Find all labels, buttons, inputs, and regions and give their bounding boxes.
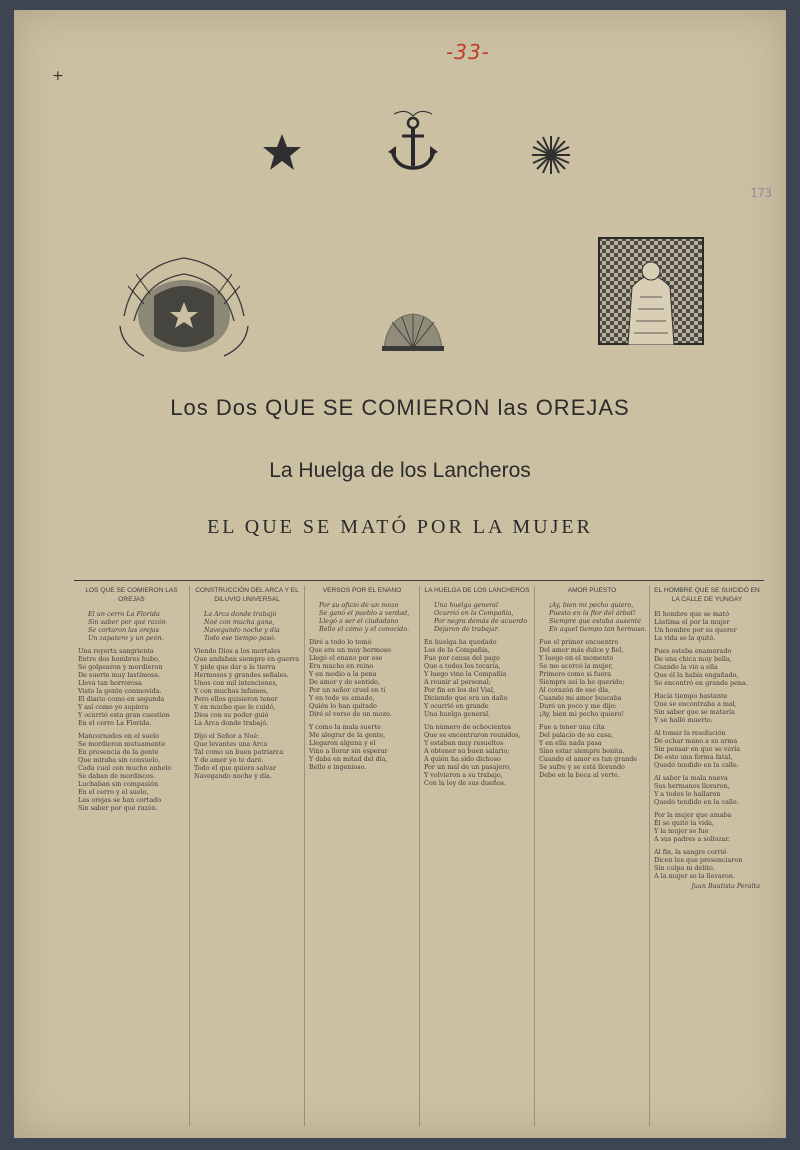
verse-line: Y así como yo supiera xyxy=(78,703,149,711)
epigraph xyxy=(424,601,530,633)
verse-body xyxy=(194,647,300,780)
epigraph-line: El un cerro La Florida xyxy=(88,610,160,618)
verse-line: A obtener su buen salario; xyxy=(424,747,510,755)
verse-line: Se me acercó la mujer, xyxy=(539,662,613,670)
verse-line: Quedó tendido en la calle. xyxy=(654,798,739,806)
verse-line: Lleva tan horrorosa xyxy=(78,679,142,687)
verse-line: En el cerro y el suelo, xyxy=(78,788,149,796)
verse-line: Un hombre por su querer xyxy=(654,626,737,634)
column-divider-rule xyxy=(74,580,764,581)
verse-line: Duró un poco y me dijo: xyxy=(539,702,617,710)
epigraph xyxy=(309,601,415,633)
verse-line: En huelga ha quedado xyxy=(424,638,497,646)
verse-line: De una chica muy bella, xyxy=(654,655,732,663)
main-title: Los Dos QUE SE COMIERON las OREJAS xyxy=(170,395,630,420)
verse-line: Pero ellos quisieron tener xyxy=(194,695,278,703)
poem-column xyxy=(419,586,534,1126)
verse-line: Fue a tener una cita xyxy=(539,723,605,731)
verse-line: Se mordieron mutuamente xyxy=(78,740,166,748)
verse-line: Cuando mi amor buscaba xyxy=(539,694,622,702)
verse-line: Hacía tiempo bastante xyxy=(654,692,728,700)
verse-line: Cuando el amor es tan grande xyxy=(539,755,638,763)
column-heading: CONSTRUCCIÓN DEL ARCA Y EL DILUVIO UNIVERSAL xyxy=(195,587,299,603)
star-icon xyxy=(262,132,302,172)
third-title: EL QUE SE MATÓ POR LA MUJER xyxy=(207,516,593,538)
verse-line: Que él la había engañado, xyxy=(654,671,739,679)
verse-line: Mancornados en el suelo xyxy=(78,732,159,740)
poem-column xyxy=(534,586,649,1126)
verse-line: Sin culpa ni delito. xyxy=(654,864,715,872)
scene-illustration xyxy=(598,237,704,345)
verse-line: La Arca donde trabajó. xyxy=(194,719,269,727)
verse-line: Siempre así la he querido; xyxy=(539,678,625,686)
verse-line: Entre dos hombres hubo, xyxy=(78,655,160,663)
verse-line: Y en medio a la pena xyxy=(309,670,377,678)
verse-line: Del palacio de su casa, xyxy=(539,731,614,739)
epigraph xyxy=(194,610,300,642)
column-heading: AMOR PUESTO xyxy=(567,587,617,594)
epigraph-line: Por negra demás de acuerdo xyxy=(434,617,528,625)
verse-line: Del amor más dulce y fiel, xyxy=(539,646,624,654)
verse-line: Viendo Dios a los mortales xyxy=(194,647,281,655)
epigraph-line: Se cortaron las orejas xyxy=(88,626,160,634)
verse-line: Y a todos lo hallaron xyxy=(654,790,721,798)
epigraph-line: La Arca donde trabajó xyxy=(204,610,277,618)
verse-line: Sin saber por qué razón. xyxy=(78,804,158,812)
page-number: -33- xyxy=(446,40,490,64)
verse-line: La vida se la quitó. xyxy=(654,634,716,642)
verse-line: Tal como un buen patriarca xyxy=(194,748,284,756)
verse-line: Y en ella nada pasa xyxy=(539,739,602,747)
epigraph-line: ¡Ay, bien mi pecho quiero, xyxy=(549,601,634,609)
verse-line: De suerte muy lastimosa. xyxy=(78,671,161,679)
verse-line: Que era un muy hermoso xyxy=(309,646,391,654)
verse-line: Y la mujer se fue xyxy=(654,827,709,835)
verse-body xyxy=(424,638,530,787)
column-heading: EL HOMBRE QUE SE SUICIDÓ EN LA CALLE DE YUNGAY xyxy=(654,587,760,603)
verse-line: Y luego vino la Compañía xyxy=(424,670,507,678)
verse-line: Los de la Compañía, xyxy=(424,646,490,654)
epigraph-line: Siempre que estaba ausente xyxy=(549,617,642,625)
verse-line: Luchaban sin compasión xyxy=(78,780,159,788)
verse-line: Y se halló muerto. xyxy=(654,716,713,724)
verse-line: A quién ha sido dichoso xyxy=(424,755,501,763)
epigraph-line: Dejaron de trabajar. xyxy=(434,625,500,633)
epigraph-line: Todo ese tiempo pasó. xyxy=(204,634,276,642)
verse-line: Y estaban muy resueltos xyxy=(424,739,504,747)
verse-line: Por un señor cruel en ti xyxy=(309,686,386,694)
verse-line: Unos con mil intenciones, xyxy=(194,679,278,687)
verse-line: Se daban de mordiscos. xyxy=(78,772,156,780)
verse-line: De echar mano a su arma xyxy=(654,737,738,745)
verse-line: Las orejas se han cortado xyxy=(78,796,162,804)
broadside-sheet xyxy=(14,10,786,1138)
verse-line: Dicen los que presenciaron xyxy=(654,856,743,864)
epigraph xyxy=(78,610,185,642)
verse-line: Al corazón de ese día, xyxy=(539,686,611,694)
epigraph-line: En aquel tiempo tan hermoso. xyxy=(549,625,647,633)
epigraph-line: Por su oficio de un mozo xyxy=(319,601,399,609)
verse-body xyxy=(78,647,185,812)
verse-line: Y volvieron a su trabajo, xyxy=(424,771,503,779)
verse-line: Y como la mala suerte xyxy=(309,723,381,731)
verse-line: Por un mal de un pasajero, xyxy=(424,763,512,771)
verse-line: ¡Ay, bien mi pecho quiero! xyxy=(539,710,624,718)
verse-line: En el cerro La Florida. xyxy=(78,719,152,727)
verse-line: Debe en la boca al verte. xyxy=(539,771,620,779)
verse-line: Al saber la mala nueva xyxy=(654,774,728,782)
verse-line: A sus padres a sollozar. xyxy=(654,835,730,843)
verse-line: Al fin, la sangre corrió xyxy=(654,848,727,856)
verse-line: Una reyerta sangrienta xyxy=(78,647,154,655)
epigraph-line: Se ganó el pueblo a verdad, xyxy=(319,609,410,617)
verse-line: Bello e ingenioso. xyxy=(309,763,367,771)
verse-line: Se encontró en grande pena. xyxy=(654,679,748,687)
verse-line: Y luego en el momento xyxy=(539,654,614,662)
verse-line: Que se encontraba a mal, xyxy=(654,700,737,708)
verse-line: Quién lo han quitado xyxy=(309,702,377,710)
verse-line: Diré el verso de un mozo. xyxy=(309,710,392,718)
verse-line: Y con muchas infames, xyxy=(194,687,269,695)
sunburst-icon xyxy=(530,134,572,176)
verse-line: Y daba en mitad del día, xyxy=(309,755,388,763)
verse-line: Y en todo su amado, xyxy=(309,694,375,702)
epigraph-line: Noé con mucha gana, xyxy=(204,618,275,626)
verse-line: Con la ley de sus dueños. xyxy=(424,779,507,787)
verse-line: Que a todos los tocaría, xyxy=(424,662,501,670)
verse-line: Quedó tendido en la calle. xyxy=(654,761,739,769)
poem-column xyxy=(649,586,764,1126)
verse-line: Y en mucho que le cuidó, xyxy=(194,703,276,711)
verse-body xyxy=(539,638,645,779)
epigraph-line: Bello el cómo y el conocido. xyxy=(319,625,410,633)
verse-line: El hombre que se mató xyxy=(654,610,730,618)
verse-line: El diario como en segunda xyxy=(78,695,165,703)
verse-line: Por la mujer que amaba xyxy=(654,811,732,819)
poem-column xyxy=(74,586,189,1126)
verse-line: Fue por causa del pago xyxy=(424,654,500,662)
verse-line: De amor y de sentido, xyxy=(309,678,381,686)
verse-line: Sus hermanos lloraron, xyxy=(654,782,730,790)
column-heading: VERSOS POR EL ENANO xyxy=(322,587,402,594)
column-heading: LOS QUE SE COMIERON LAS OREJAS xyxy=(85,587,178,603)
epigraph xyxy=(539,601,645,633)
verse-line: A reunir al personal; xyxy=(424,678,491,686)
verse-line: Llegó el enano por ese xyxy=(309,654,383,662)
verse-line: De esto una forma fatal, xyxy=(654,753,733,761)
verse-line: A la mujer se la llevaron. xyxy=(654,872,735,880)
poem-column xyxy=(189,586,304,1126)
verse-line: Y ocurrió en grande xyxy=(424,702,489,710)
epigraph-line: Navegando noche y día xyxy=(204,626,280,634)
verse-line: Diciendo que era un daño xyxy=(424,694,508,702)
column-heading: LA HUELGA DE LOS LANCHEROS xyxy=(424,587,530,594)
epigraph-line: Ocurrió en la Compañía, xyxy=(434,609,514,617)
verse-line: Al tomar la resolución xyxy=(654,729,726,737)
epigraph-line: Llegó a ser el ciudadano xyxy=(319,617,399,625)
coat-of-arms-illustration xyxy=(114,246,254,366)
verse-line: Dijo el Señor a Noé: xyxy=(194,732,260,740)
folio-number: 173 xyxy=(750,186,772,200)
verse-line: Cada cual con mucho anhelo xyxy=(78,764,172,772)
cross-mark-icon: + xyxy=(52,68,64,84)
poem-columns xyxy=(74,586,764,1126)
verse-line: Visto la gente conmovida. xyxy=(78,687,162,695)
verse-body xyxy=(309,638,415,771)
verse-line: En presencia de la gente xyxy=(78,748,159,756)
verse-line: Hermosos y grandes señales. xyxy=(194,671,289,679)
verse-line: Que andaban siempre en guerra xyxy=(194,655,300,663)
verse-line: Y ocurrió esta gran cuestión xyxy=(78,711,170,719)
author-signature: Juan Bautista Peralta xyxy=(691,882,760,890)
verse-line: Sin pensar en que se vería xyxy=(654,745,741,753)
verse-line: Fue el primer encuentro xyxy=(539,638,619,646)
verse-line: Y pide que dar a la tierra xyxy=(194,663,276,671)
shell-ornament-icon xyxy=(380,310,446,354)
epigraph-line: Una huelga general xyxy=(434,601,499,609)
verse-line: Él se quitó la vida, xyxy=(654,819,715,827)
verse-line: Sin saber que se mataría xyxy=(654,708,735,716)
epigraph-line: Sin saber por qué razón xyxy=(88,618,166,626)
verse-line: Me alegrar de la gente, xyxy=(309,731,386,739)
poem-column xyxy=(304,586,419,1126)
verse-line: Sino estar siempre bonita. xyxy=(539,747,625,755)
anchor-icon xyxy=(386,106,440,176)
verse-line: Cuando la vio a ella xyxy=(654,663,718,671)
verse-line: Primero como si fuera xyxy=(539,670,612,678)
verse-line: Que se encontraron reunidos, xyxy=(424,731,521,739)
verse-line: Diré a todo lo tomó xyxy=(309,638,372,646)
verse-line: Era mucho en reino xyxy=(309,662,374,670)
verse-line: Una huelga general. xyxy=(424,710,491,718)
verse-line: Pues estaba enamorado xyxy=(654,647,732,655)
verse-line: Un número de ochocientos xyxy=(424,723,512,731)
verse-line: Que levantes una Arca xyxy=(194,740,268,748)
verse-line: Dios con su poder guió xyxy=(194,711,269,719)
epigraph-line: Puesto en la flor del árbol! xyxy=(549,609,636,617)
verse-line: Todo el que quiera salvar xyxy=(194,764,276,772)
second-title: La Huelga de los Lancheros xyxy=(269,459,531,482)
verse-line: Y de amor yo te daré. xyxy=(194,756,264,764)
verse-line: Por fin en los del Vial, xyxy=(424,686,495,694)
verse-line: Navegando noche y día. xyxy=(194,772,272,780)
verse-line: Se sufre y se está llorando xyxy=(539,763,625,771)
verse-line: Llegaron alguna y el xyxy=(309,739,376,747)
epigraph-line: Un zapatero y un peón. xyxy=(88,634,164,642)
verse-line: Lástima el por la mujer xyxy=(654,618,730,626)
verse-line: Vino a llorar sin esperar xyxy=(309,747,388,755)
verse-line: Se golpearon y mordieron xyxy=(78,663,163,671)
verse-line: Que miraba sin consuelo, xyxy=(78,756,161,764)
verse-body xyxy=(654,610,760,880)
